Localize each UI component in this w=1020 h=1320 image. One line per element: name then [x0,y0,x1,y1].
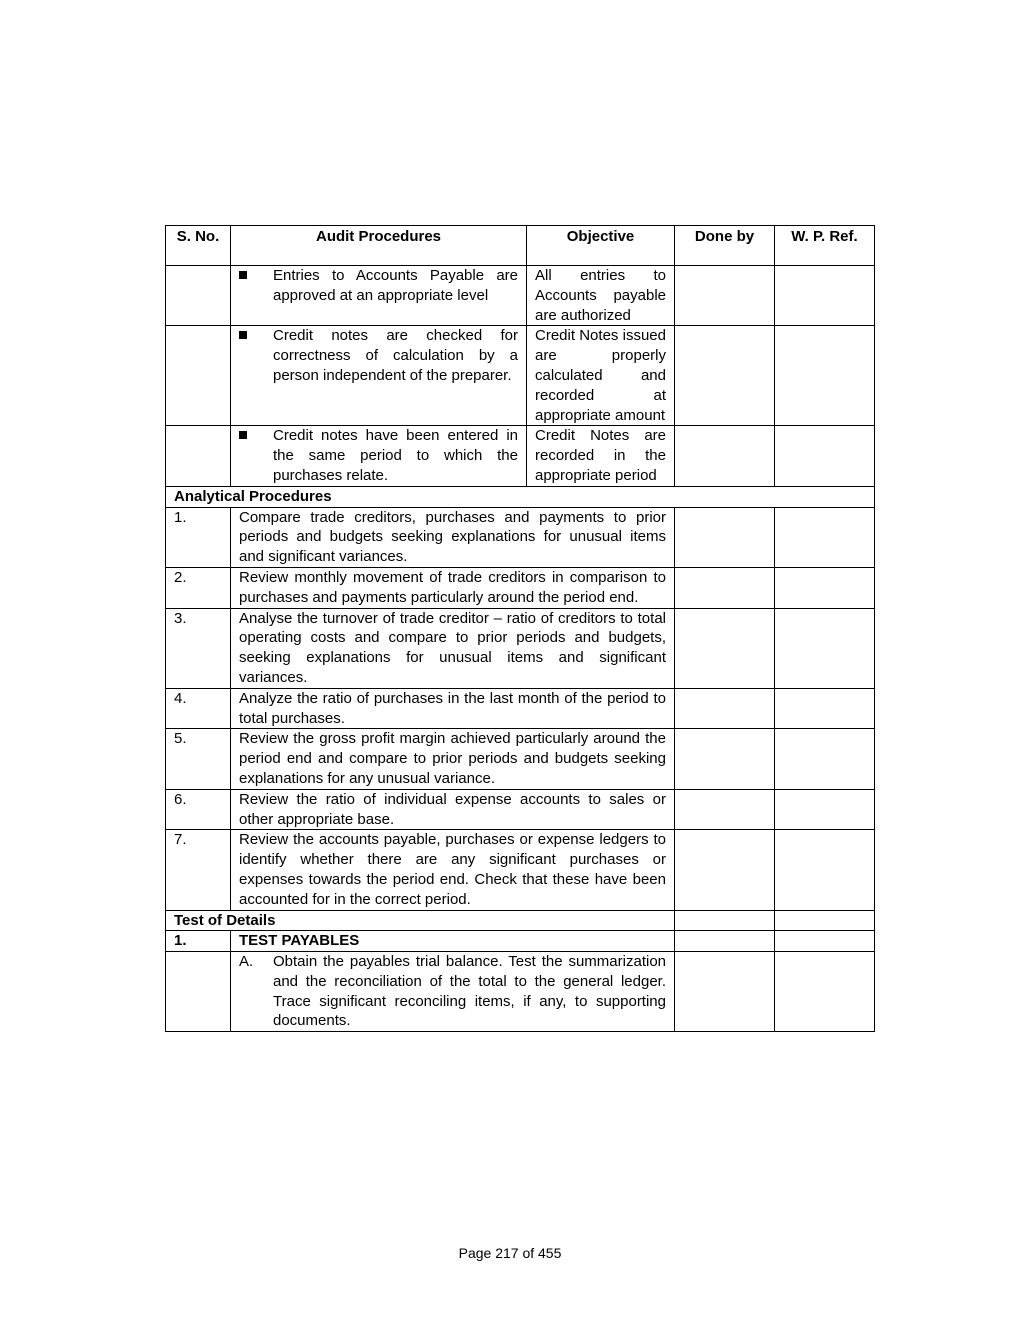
sno-cell: 2. [166,567,231,608]
done-by-cell [675,426,775,486]
done-by-cell [675,830,775,910]
procedure-cell: Credit notes have been entered in the same period to which the purchases relate. [231,426,527,486]
sno-cell [166,266,231,326]
sub-item-label: A. [239,953,254,971]
done-by-cell [675,608,775,688]
table-row [166,608,875,688]
header-audit-procedures: Audit Procedures [231,226,527,266]
wp-ref-cell [775,688,875,729]
sub-item-text: Obtain the payables trial balance. Test the summarization and the reconciliation of the total to the general ledger. Trace significant reconciling items, if any, to supporting documents. [273,953,666,1030]
done-by-cell [675,789,775,830]
square-bullet-icon [239,271,247,279]
wp-ref-cell [775,326,875,426]
table-row [166,266,875,326]
procedure-cell: Credit notes are checked for correctness of calculation by a person independent of the preparer. [231,326,527,426]
sno-cell: 7. [166,830,231,910]
square-bullet-icon [239,431,247,439]
table-row [166,688,875,729]
wp-ref-cell [775,729,875,789]
done-by-cell [675,266,775,326]
table-row [166,830,875,910]
table-row [166,326,875,426]
done-by-cell [675,326,775,426]
procedure-cell [231,952,675,1032]
table-row [166,567,875,608]
objective-cell: Credit Notes issued are properly calculated and recorded at appropriate amount [527,326,675,426]
sno-cell: 6. [166,789,231,830]
sno-cell [166,326,231,426]
wp-ref-cell [775,952,875,1032]
sno-cell: 5. [166,729,231,789]
item-title: TEST PAYABLES [231,931,675,952]
done-by-cell [675,507,775,567]
sno-cell [166,952,231,1032]
procedure-cell: Review the gross profit margin achieved particularly around the period end and compare to prior periods and budgets seeking explanations for any unusual variance. [231,729,675,789]
sno-cell [166,426,231,486]
wp-ref-cell [775,931,875,952]
done-by-cell [675,952,775,1032]
wp-ref-cell [775,830,875,910]
done-by-cell [675,729,775,789]
table-row [166,507,875,567]
procedure-cell: Entries to Accounts Payable are approved at an appropriate level [231,266,527,326]
square-bullet-icon [239,331,247,339]
sno-cell: 4. [166,688,231,729]
table-row [166,426,875,486]
wp-ref-cell [775,567,875,608]
header-sno: S. No. [166,226,231,266]
objective-cell: All entries to Accounts payable are authorized [527,266,675,326]
section-heading-row [166,910,875,931]
page-number: Page 217 of 455 [458,1245,562,1261]
done-by-cell [675,931,775,952]
header-row [166,226,875,266]
procedure-cell: Analyse the turnover of trade creditor – ratio of creditors to total operating costs and compare to prior periods and budgets, seeking explanations for unusual items and significant variances. [231,608,675,688]
sno-cell: 1. [166,507,231,567]
done-by-cell [675,688,775,729]
section-title-test-of-details: Test of Details [166,910,675,931]
wp-ref-cell [775,608,875,688]
header-done-by: Done by [675,226,775,266]
procedure-cell: Review the accounts payable, purchases or expense ledgers to identify whether there are any significant purchases or expenses towards the period end. Check that these have been accounted for in the correct period. [231,830,675,910]
procedure-cell: Compare trade creditors, purchases and payments to prior periods and budgets seeking explanations for unusual items and significant variances. [231,507,675,567]
header-wp-ref: W. P. Ref. [775,226,875,266]
table-row [166,729,875,789]
table-row [166,931,875,952]
wp-ref-cell [775,910,875,931]
header-objective: Objective [527,226,675,266]
done-by-cell [675,567,775,608]
procedure-cell: Review monthly movement of trade creditors in comparison to purchases and payments particularly around the period end. [231,567,675,608]
done-by-cell [675,910,775,931]
sno-cell: 3. [166,608,231,688]
procedure-cell: Analyze the ratio of purchases in the last month of the period to total purchases. [231,688,675,729]
section-title-analytical: Analytical Procedures [166,486,875,507]
wp-ref-cell [775,507,875,567]
sno-cell: 1. [166,931,231,952]
objective-cell: Credit Notes are recorded in the appropriate period [527,426,675,486]
table-row [166,952,875,1032]
wp-ref-cell [775,426,875,486]
wp-ref-cell [775,789,875,830]
procedure-cell: Review the ratio of individual expense accounts to sales or other appropriate base. [231,789,675,830]
audit-program-table [165,225,875,1032]
table-row [166,789,875,830]
wp-ref-cell [775,266,875,326]
section-heading-row [166,486,875,507]
